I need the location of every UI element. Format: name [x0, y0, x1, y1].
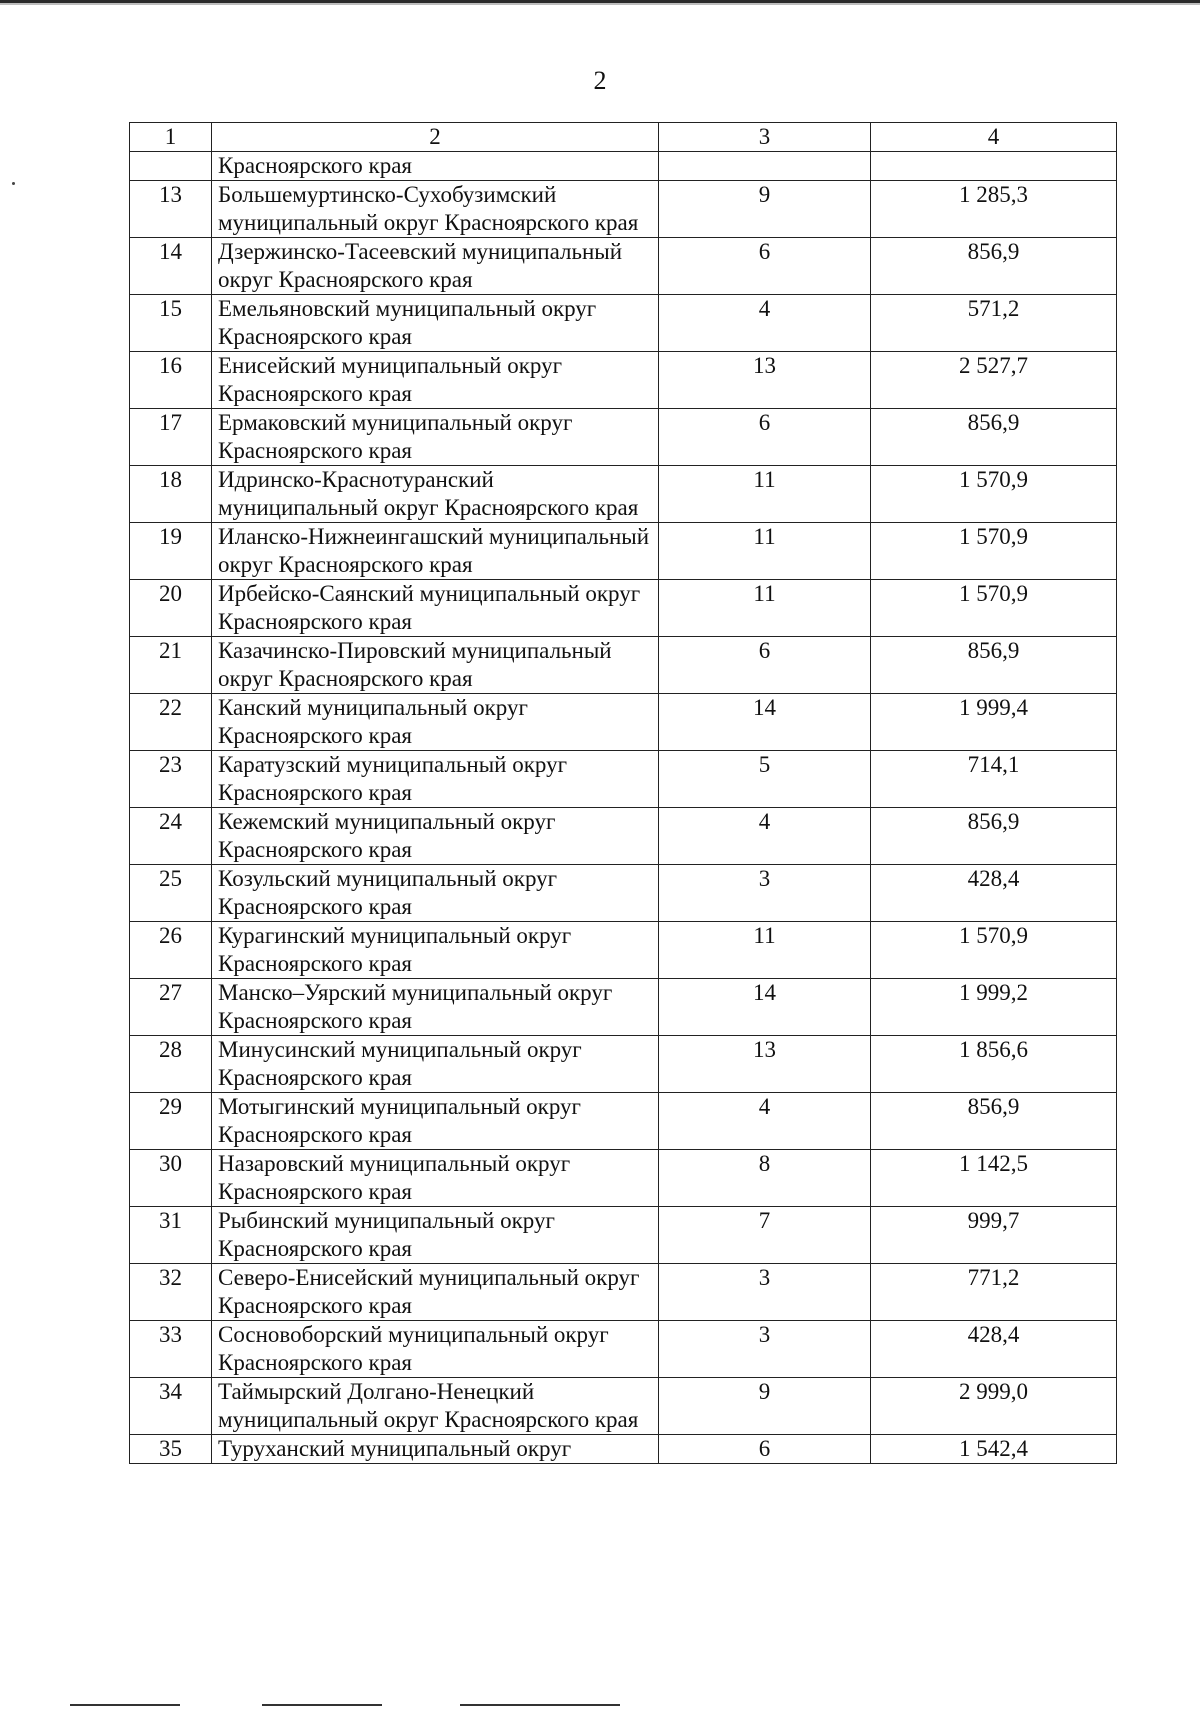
row-number: 21 — [130, 637, 212, 694]
row-count: 6 — [659, 409, 871, 466]
row-name: Манско–Уярский муниципальный округ Красноярского края — [212, 979, 659, 1036]
row-name: Сосновоборский муниципальный округ Красноярского края — [212, 1321, 659, 1378]
row-number: 16 — [130, 352, 212, 409]
header-row — [130, 123, 1117, 152]
row-name: Рыбинский муниципальный округ Красноярского края — [212, 1207, 659, 1264]
table-row — [130, 1264, 1117, 1321]
row-name: Мотыгинский муниципальный округ Красноярского края — [212, 1093, 659, 1150]
row-number: 33 — [130, 1321, 212, 1378]
table-row — [130, 1036, 1117, 1093]
row-count: 3 — [659, 1264, 871, 1321]
row-amount: 2 999,0 — [871, 1378, 1117, 1435]
row-number: 18 — [130, 466, 212, 523]
row-count: 6 — [659, 238, 871, 295]
table-row — [130, 1207, 1117, 1264]
table-row — [130, 238, 1117, 295]
scan-bottom-edge — [262, 1704, 382, 1706]
row-count: 14 — [659, 979, 871, 1036]
row-amount: 1 999,2 — [871, 979, 1117, 1036]
row-number: 26 — [130, 922, 212, 979]
table-row — [130, 352, 1117, 409]
table-row — [130, 1093, 1117, 1150]
row-amount: 999,7 — [871, 1207, 1117, 1264]
continuation-name: Красноярского края — [212, 152, 659, 181]
row-number: 29 — [130, 1093, 212, 1150]
row-number: 28 — [130, 1036, 212, 1093]
row-number: 22 — [130, 694, 212, 751]
row-count: 11 — [659, 466, 871, 523]
continuation-row — [130, 152, 1117, 181]
row-number: 34 — [130, 1378, 212, 1435]
scan-bottom-edge — [70, 1704, 180, 1706]
row-amount: 1 142,5 — [871, 1150, 1117, 1207]
row-count: 11 — [659, 523, 871, 580]
row-count: 3 — [659, 1321, 871, 1378]
row-count: 11 — [659, 922, 871, 979]
table-row — [130, 523, 1117, 580]
row-number: 24 — [130, 808, 212, 865]
table-row — [130, 694, 1117, 751]
row-amount: 1 570,9 — [871, 922, 1117, 979]
row-amount: 856,9 — [871, 1093, 1117, 1150]
row-name: Ирбейско-Саянский муниципальный округ Красноярского края — [212, 580, 659, 637]
row-name: Ермаковский муниципальный округ Красноярского края — [212, 409, 659, 466]
row-count: 7 — [659, 1207, 871, 1264]
row-name: Назаровский муниципальный округ Красноярского края — [212, 1150, 659, 1207]
row-name: Дзержинско-Тасеевский муниципальный округ Красноярского края — [212, 238, 659, 295]
continuation-amount — [871, 152, 1117, 181]
row-name: Емельяновский муниципальный округ Красноярского края — [212, 295, 659, 352]
row-amount: 771,2 — [871, 1264, 1117, 1321]
row-count: 6 — [659, 1435, 871, 1464]
table-row — [130, 580, 1117, 637]
row-amount: 856,9 — [871, 808, 1117, 865]
row-number: 30 — [130, 1150, 212, 1207]
row-amount: 1 570,9 — [871, 466, 1117, 523]
row-number: 23 — [130, 751, 212, 808]
row-count: 4 — [659, 808, 871, 865]
row-name: Большемуртинско-Сухобузимский муниципальный округ Красноярского края — [212, 181, 659, 238]
row-name: Енисейский муниципальный округ Красноярского края — [212, 352, 659, 409]
row-amount: 428,4 — [871, 1321, 1117, 1378]
row-count: 3 — [659, 865, 871, 922]
row-amount: 571,2 — [871, 295, 1117, 352]
row-number: 27 — [130, 979, 212, 1036]
continuation-count — [659, 152, 871, 181]
row-amount: 428,4 — [871, 865, 1117, 922]
scan-speck — [12, 182, 15, 185]
row-count: 5 — [659, 751, 871, 808]
row-amount: 1 542,4 — [871, 1435, 1117, 1464]
row-count: 14 — [659, 694, 871, 751]
row-number: 25 — [130, 865, 212, 922]
row-amount: 1 570,9 — [871, 580, 1117, 637]
row-name: Кежемский муниципальный округ Красноярского края — [212, 808, 659, 865]
row-name: Туруханский муниципальный округ — [212, 1435, 659, 1464]
row-number: 17 — [130, 409, 212, 466]
row-amount: 1 856,6 — [871, 1036, 1117, 1093]
table-row — [130, 1435, 1117, 1464]
table-row — [130, 922, 1117, 979]
row-amount: 856,9 — [871, 637, 1117, 694]
table-row — [130, 409, 1117, 466]
row-amount: 2 527,7 — [871, 352, 1117, 409]
table-row — [130, 181, 1117, 238]
table-row — [130, 979, 1117, 1036]
table-row — [130, 1378, 1117, 1435]
row-count: 11 — [659, 580, 871, 637]
row-name: Козульский муниципальный округ Красноярского края — [212, 865, 659, 922]
header-cell-3: 3 — [659, 123, 871, 152]
row-amount: 856,9 — [871, 409, 1117, 466]
row-name: Курагинский муниципальный округ Красноярского края — [212, 922, 659, 979]
table-row — [130, 295, 1117, 352]
table-row — [130, 1321, 1117, 1378]
table-row — [130, 751, 1117, 808]
row-amount: 714,1 — [871, 751, 1117, 808]
header-cell-4: 4 — [871, 123, 1117, 152]
row-count: 4 — [659, 1093, 871, 1150]
row-name: Северо-Енисейский муниципальный округ Красноярского края — [212, 1264, 659, 1321]
table-row — [130, 637, 1117, 694]
row-number: 32 — [130, 1264, 212, 1321]
row-name: Идринско-Краснотуранский муниципальный округ Красноярского края — [212, 466, 659, 523]
table-row — [130, 1150, 1117, 1207]
header-cell-2: 2 — [212, 123, 659, 152]
row-count: 13 — [659, 1036, 871, 1093]
header-cell-1: 1 — [130, 123, 212, 152]
scan-top-shadow — [0, 3, 1200, 5]
row-name: Таймырский Долгано-Ненецкий муниципальный округ Красноярского края — [212, 1378, 659, 1435]
table-row — [130, 865, 1117, 922]
continuation-number — [130, 152, 212, 181]
row-number: 14 — [130, 238, 212, 295]
row-count: 13 — [659, 352, 871, 409]
row-count: 9 — [659, 181, 871, 238]
row-amount: 1 570,9 — [871, 523, 1117, 580]
row-name: Иланско-Нижнеингашский муниципальный округ Красноярского края — [212, 523, 659, 580]
page-number: 2 — [593, 66, 607, 95]
row-number: 19 — [130, 523, 212, 580]
row-count: 6 — [659, 637, 871, 694]
data-table — [129, 122, 1117, 1464]
row-count: 4 — [659, 295, 871, 352]
table-row — [130, 466, 1117, 523]
table-body — [130, 123, 1117, 1464]
row-amount: 1 999,4 — [871, 694, 1117, 751]
row-name: Минусинский муниципальный округ Красноярского края — [212, 1036, 659, 1093]
row-name: Казачинско-Пировский муниципальный округ Красноярского края — [212, 637, 659, 694]
row-name: Канский муниципальный округ Красноярского края — [212, 694, 659, 751]
row-count: 9 — [659, 1378, 871, 1435]
scan-bottom-edge — [460, 1704, 620, 1706]
row-amount: 856,9 — [871, 238, 1117, 295]
row-number: 13 — [130, 181, 212, 238]
table-row — [130, 808, 1117, 865]
row-number: 31 — [130, 1207, 212, 1264]
row-name: Каратузский муниципальный округ Красноярского края — [212, 751, 659, 808]
row-number: 15 — [130, 295, 212, 352]
row-amount: 1 285,3 — [871, 181, 1117, 238]
row-count: 8 — [659, 1150, 871, 1207]
row-number: 35 — [130, 1435, 212, 1464]
row-number: 20 — [130, 580, 212, 637]
